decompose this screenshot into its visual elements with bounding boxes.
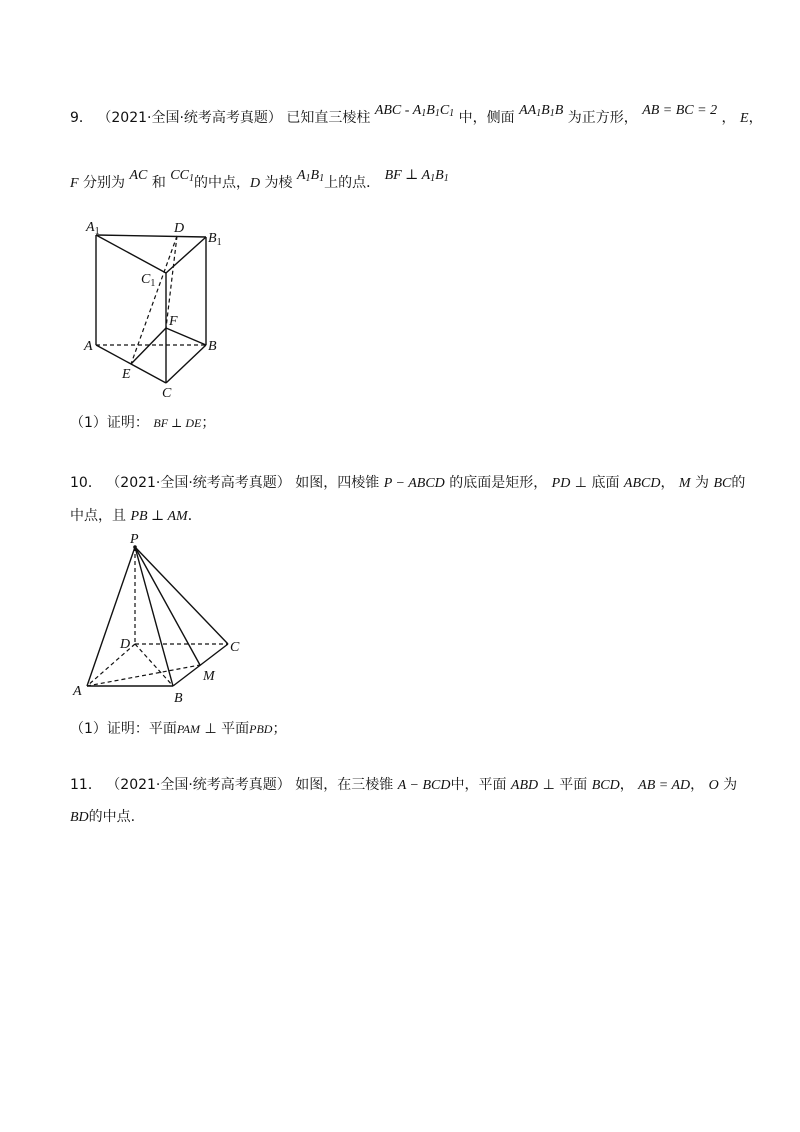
q10-bc: BC xyxy=(713,476,732,491)
edge-pm xyxy=(135,547,200,665)
segment-am-hidden xyxy=(87,665,200,686)
q10-part1-end: ； xyxy=(272,721,287,737)
q9-text-5: ， xyxy=(748,110,763,126)
q11-text-1: 如图，在三棱锥 xyxy=(295,777,394,793)
label-e-fig: E xyxy=(122,367,131,382)
label-f-fig: F xyxy=(169,314,178,329)
label-m: M xyxy=(203,669,215,684)
q9-equation: AB = BC = 2 xyxy=(642,103,718,118)
label-c: C xyxy=(230,640,240,655)
q9-prism-name: ABC - A1B1C1 xyxy=(374,103,455,119)
q9-part-1 xyxy=(70,413,215,433)
q9-label-f: F xyxy=(70,176,79,191)
label-a: A xyxy=(73,684,82,699)
q10-text-5: 为 xyxy=(690,475,710,491)
edge-bc xyxy=(173,644,228,686)
q11-l2-text: 的中点. xyxy=(88,809,136,825)
edge-a1c1 xyxy=(96,235,166,273)
q11-source: （2021·全国·统考高考真题） xyxy=(106,777,291,793)
q9-a1b1: A1B1 xyxy=(296,168,325,184)
label-p: P xyxy=(130,532,139,547)
q9-label-d: D xyxy=(249,176,261,191)
q9-number: 9． xyxy=(70,110,93,126)
segment-bf xyxy=(166,328,206,345)
q11-bcd: BCD xyxy=(591,778,620,793)
q9-text-1: 已知直三棱柱 xyxy=(286,110,371,126)
label-a-fig: A xyxy=(84,339,93,354)
q9-line-1 xyxy=(70,103,763,132)
q11-text-4: ， xyxy=(619,777,634,793)
q9-label-e: E xyxy=(740,111,749,126)
q11-pyramid: A − BCD xyxy=(397,778,451,793)
q10-part1-mid: ⊥ 平面 xyxy=(200,721,250,737)
q9-part1-end: ； xyxy=(201,415,216,431)
q9-l2-text-5: 上的点． xyxy=(324,175,381,191)
q10-text-6: 的 xyxy=(731,475,746,491)
q9-source: （2021·全国·统考高考真题） xyxy=(97,110,282,126)
label-b-fig: B xyxy=(208,339,217,354)
q9-face-name: AA1B1B xyxy=(519,103,564,119)
edge-a1b1 xyxy=(96,235,206,237)
edge-b1c1 xyxy=(166,237,206,273)
label-b: B xyxy=(174,691,183,706)
q11-equation: AB = AD xyxy=(638,778,691,793)
q9-l2-text-2: 和 xyxy=(151,175,166,191)
label-d-fig: D xyxy=(174,221,185,236)
q11-line-2 xyxy=(70,807,135,828)
q10-line-1 xyxy=(70,473,745,494)
q11-abd: ABD xyxy=(510,778,539,793)
q11-text-5: ， xyxy=(690,777,705,793)
q11-number: 11． xyxy=(70,777,102,793)
segment-ef xyxy=(131,328,166,364)
label-c1: $C_1$ xyxy=(141,272,156,289)
q10-part1-pbd: PBD xyxy=(249,722,273,736)
q9-part1-prefix: （1）证明： xyxy=(70,415,149,431)
q9-part1-expression: BF ⊥ DE xyxy=(153,416,202,430)
q10-part-1 xyxy=(70,719,286,739)
q10-text-3: ⊥ 底面 xyxy=(570,475,620,491)
q10-m: M xyxy=(678,476,691,491)
q10-l2-end: ． xyxy=(187,508,202,524)
q11-o: O xyxy=(708,778,719,793)
q10-text-4: ， xyxy=(660,475,675,491)
q10-text-1: 如图，四棱锥 xyxy=(295,475,380,491)
q9-ac: AC xyxy=(129,168,148,183)
q10-l2-text-1: 中点，且 xyxy=(70,508,126,524)
q10-part1-pam: PAM xyxy=(176,722,201,736)
q11-bd: BD xyxy=(70,810,89,825)
q9-text-4: ， xyxy=(721,110,736,126)
q10-part1-prefix: （1）证明：平面 xyxy=(70,721,177,737)
label-d: D xyxy=(120,637,131,652)
q10-pyramid: P − ABCD xyxy=(383,476,445,491)
q11-text-6: 为 xyxy=(718,777,738,793)
label-b1: $B_1$ xyxy=(208,231,222,248)
q10-number: 10． xyxy=(70,475,102,491)
q9-text-3: 为正方形， xyxy=(567,110,638,126)
label-c-fig: C xyxy=(162,386,172,400)
q10-perp-condition: PB ⊥ AM xyxy=(130,509,188,524)
q10-source: （2021·全国·统考高考真题） xyxy=(106,475,291,491)
q10-line-2 xyxy=(70,506,202,527)
q9-prism-figure xyxy=(80,215,250,400)
q10-pd: PD xyxy=(551,476,571,491)
q11-text-2: 中，平面 xyxy=(450,777,507,793)
q9-l2-text-4: 为棱 xyxy=(260,175,293,191)
q9-cc1: CC1 xyxy=(170,168,194,184)
q9-line-2 xyxy=(70,168,449,197)
q10-text-2: 的底面是矩形， xyxy=(449,475,548,491)
q10-pyramid-figure xyxy=(70,528,250,706)
label-a1: $A_1$ xyxy=(86,220,100,237)
q11-line-1 xyxy=(70,775,737,796)
edge-bc xyxy=(166,345,206,383)
q9-perp-condition: BF ⊥ A1B1 xyxy=(384,168,449,184)
q9-l2-text-3: 的中点， xyxy=(193,175,250,191)
q10-abcd: ABCD xyxy=(623,476,661,491)
q11-text-3: ⊥ 平面 xyxy=(538,777,588,793)
q9-l2-text-1: 分别为 xyxy=(78,175,126,191)
q9-text-2: 中，侧面 xyxy=(458,110,515,126)
